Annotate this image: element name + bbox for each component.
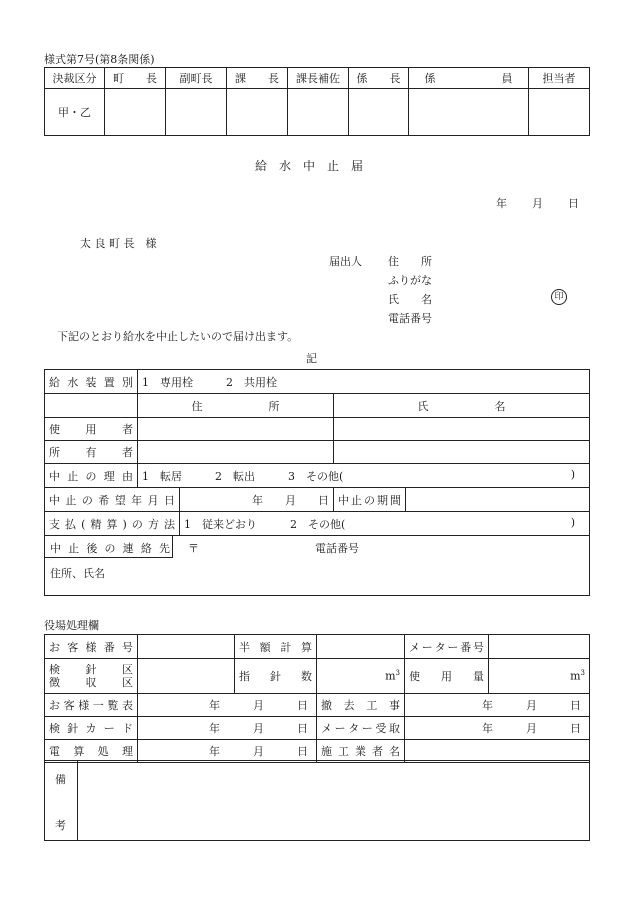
payment-options-text: 1 従来どおり 2 その他( xyxy=(184,517,346,531)
removal-work-date[interactable]: 年 月 日 xyxy=(405,694,590,717)
remarks-table xyxy=(44,760,590,841)
approval-stamp-box[interactable] xyxy=(105,89,166,136)
inspection-district-field[interactable] xyxy=(138,659,235,694)
payment-method-options[interactable] xyxy=(180,512,590,536)
reason-options[interactable] xyxy=(138,464,590,488)
document-title: 給 水 中 止 届 xyxy=(255,159,364,173)
approval-stamp-box[interactable] xyxy=(349,89,409,136)
owner-label: 所 有 者 xyxy=(45,441,138,464)
half-calc-label: 半額計算 xyxy=(235,635,317,659)
applicant-label: 届出人 xyxy=(329,255,362,268)
user-name-field[interactable] xyxy=(334,418,590,441)
owner-address-field[interactable] xyxy=(138,441,334,464)
customer-number-label: お客様番号 xyxy=(45,635,138,659)
approval-stamp-box[interactable] xyxy=(227,89,288,136)
meter-reading-unit[interactable] xyxy=(317,659,405,694)
ki-label: 記 xyxy=(306,352,317,365)
date-day-label: 日 xyxy=(568,197,579,210)
inspection-card-label: 検針カード xyxy=(45,717,138,740)
main-form-table xyxy=(44,369,590,596)
meter-number-label: メーター番号 xyxy=(405,635,489,659)
meter-receipt-label: メーター受取 xyxy=(317,717,405,740)
postal-mark: 〒 xyxy=(188,542,199,555)
date-month-label: 月 xyxy=(532,197,543,210)
approval-header-assistant-chief: 課長補佐 xyxy=(288,68,349,89)
reason-options-text: 1 転居 2 転出 3 その他( xyxy=(142,469,344,483)
approval-stamp-box[interactable] xyxy=(409,89,529,136)
seal-mark-icon: 印 xyxy=(551,289,567,305)
empty-header-cell xyxy=(45,394,138,418)
contact-after-stop-cell[interactable] xyxy=(45,536,590,596)
approval-header-person-in-charge: 担当者 xyxy=(529,68,590,89)
user-label: 使 用 者 xyxy=(45,418,138,441)
device-type-options[interactable]: 1 専用栓 2 共用栓 xyxy=(138,370,590,394)
usage-label: 使 用 量 xyxy=(405,659,489,694)
reason-close-paren: ) xyxy=(570,468,575,481)
meter-receipt-date[interactable]: 年 月 日 xyxy=(405,717,590,740)
customer-list-date[interactable]: 年 月 日 xyxy=(138,694,317,717)
office-section-title: 役場処理欄 xyxy=(44,619,99,632)
inspection-district-line1: 検 針 区 xyxy=(49,663,133,676)
name-column-header: 氏 名 xyxy=(334,394,590,418)
meter-reading-label: 指 針 数 xyxy=(235,659,317,694)
inspection-card-date[interactable]: 年 月 日 xyxy=(138,717,317,740)
payment-close-paren: ) xyxy=(570,516,575,529)
form-number: 様式第7号(第8条関係) xyxy=(44,53,155,66)
period-field[interactable] xyxy=(406,488,590,512)
usage-unit[interactable] xyxy=(489,659,590,694)
collection-district-line2: 徴 収 区 xyxy=(49,676,133,689)
addressee: 太 良 町 長 様 xyxy=(80,237,157,250)
approval-stamp-box[interactable] xyxy=(529,89,590,136)
approval-header-section-chief: 課 長 xyxy=(227,68,288,89)
meter-number-field[interactable] xyxy=(489,635,590,659)
remarks-label-cell xyxy=(45,761,78,841)
approval-header-staff: 係 員 xyxy=(409,68,529,89)
computing-label: 電算処理 xyxy=(45,740,138,763)
address-column-header: 住 所 xyxy=(138,394,334,418)
unit-superscript: 3 xyxy=(580,669,585,678)
payment-method-label: 支払(精算)の方法 xyxy=(45,512,180,536)
approval-header-category: 決裁区分 xyxy=(45,68,105,89)
desired-date-label: 中止の希望年月日 xyxy=(45,488,180,512)
applicant-name-label: 氏 名 xyxy=(388,293,432,306)
half-calc-field[interactable] xyxy=(317,635,405,659)
intro-text: 下記のとおり給水を中止したいので届け出ます。 xyxy=(57,330,299,343)
inspection-district-label xyxy=(45,659,138,694)
period-label: 中止の期間 xyxy=(334,488,406,512)
desired-date-field[interactable]: 年 月 日 xyxy=(180,488,334,512)
owner-name-field[interactable] xyxy=(334,441,590,464)
date-year-label: 年 xyxy=(496,197,507,210)
customer-list-label: お客様一覧表 xyxy=(45,694,138,717)
approval-category-value: 甲・乙 xyxy=(45,89,105,136)
contact-phone-label: 電話番号 xyxy=(315,542,359,555)
remarks-label-bottom: 考 xyxy=(55,819,66,832)
user-address-field[interactable] xyxy=(138,418,334,441)
reason-label: 中止の理由 xyxy=(45,464,138,488)
unit-m: m xyxy=(385,669,396,683)
device-type-label: 給水装置別 xyxy=(45,370,138,394)
remarks-field[interactable] xyxy=(78,761,590,841)
contractor-label: 施工業者名 xyxy=(317,740,405,763)
contact-address-name-label: 住所、氏名 xyxy=(50,567,105,580)
applicant-address-label: 住 所 xyxy=(388,255,432,268)
remarks-label-top: 備 xyxy=(55,773,66,786)
applicant-phone-label: 電話番号 xyxy=(388,312,432,325)
unit-superscript: 3 xyxy=(395,669,400,678)
removal-work-label: 撤去工事 xyxy=(317,694,405,717)
applicant-furigana-label: ふりがな xyxy=(388,274,432,287)
computing-date[interactable]: 年 月 日 xyxy=(138,740,317,763)
approval-stamp-box[interactable] xyxy=(166,89,227,136)
approval-header-mayor: 町 長 xyxy=(105,68,166,89)
unit-m: m xyxy=(570,669,581,683)
approval-stamp-box[interactable] xyxy=(288,89,349,136)
approval-header-deputy-mayor: 副町長 xyxy=(166,68,227,89)
contact-label: 中止後の連絡先 xyxy=(50,542,170,555)
office-processing-table xyxy=(44,634,590,763)
approval-header-unit-chief: 係 長 xyxy=(349,68,409,89)
approval-table xyxy=(44,67,590,136)
customer-number-field[interactable] xyxy=(138,635,235,659)
